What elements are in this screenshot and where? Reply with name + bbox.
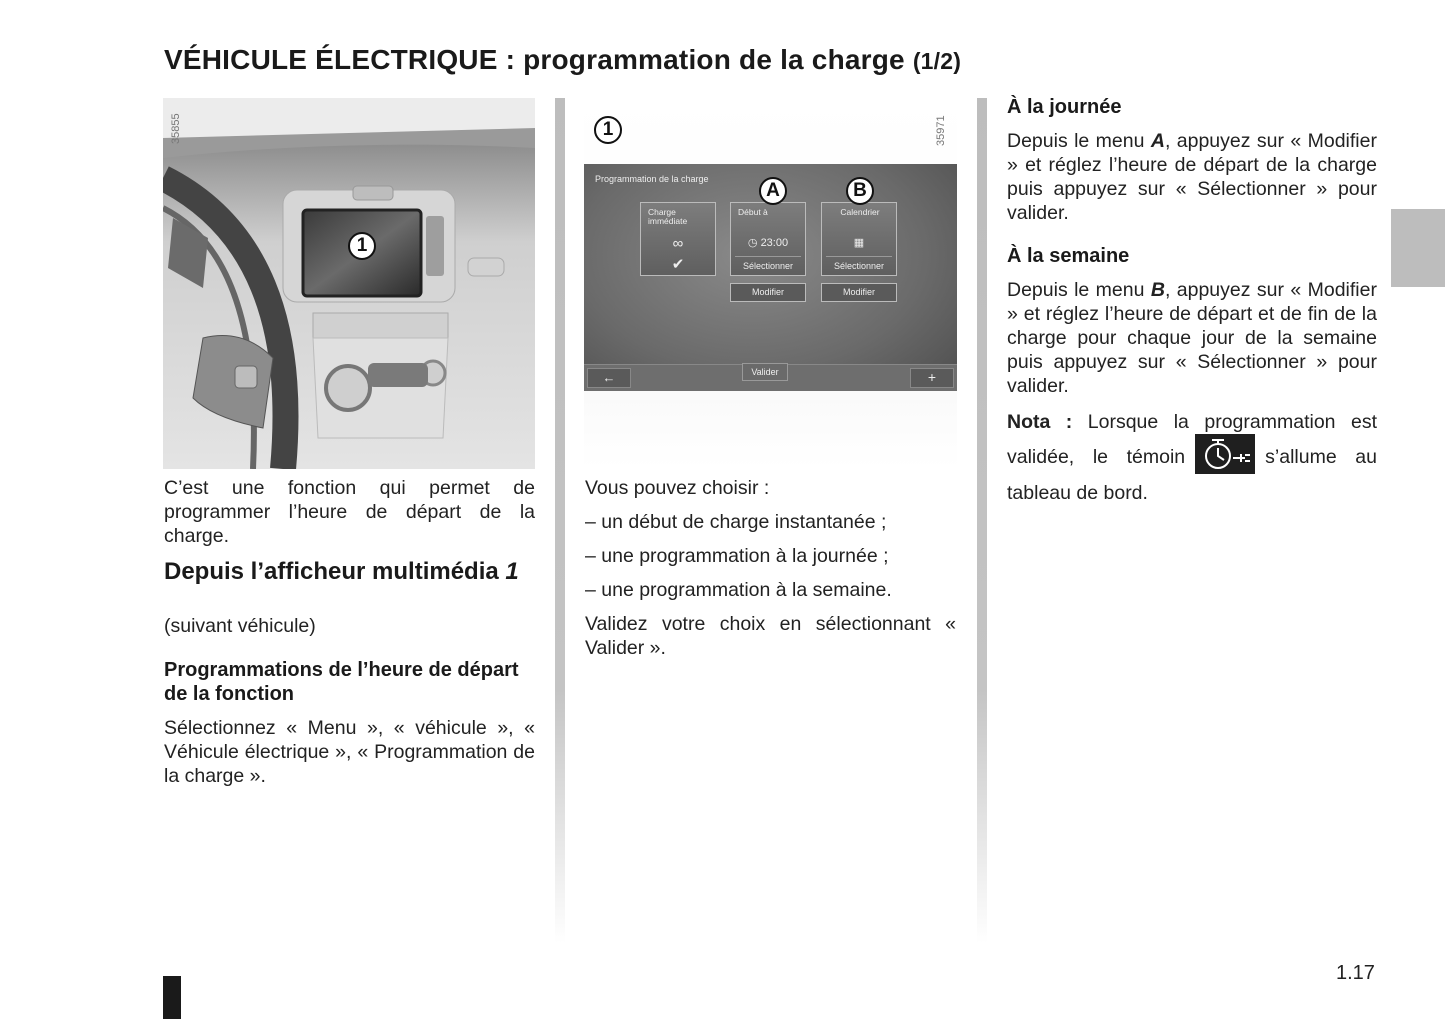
validate-instruction: Validez votre choix en sélectionnant « Valider ».: [585, 613, 956, 659]
infinity-icon: ∞: [672, 235, 684, 252]
callout-1: 1: [348, 232, 376, 260]
callout-a: A: [759, 177, 787, 205]
figure2-code: 35971: [935, 115, 947, 146]
weekly-post: , appuyez sur « Modifier » et réglez l’heure de départ et de fin de la charge pour chaque jour de la semaine puis appuyez sur « Sélectionner » pour valider.: [1007, 279, 1377, 397]
section-heading-text: Depuis l’afficheur multimédia: [164, 558, 499, 585]
daily-post: , appuyez sur « Modifier » et réglez l’heure de départ de la charge puis appuyez sur « Sélectionner » pour valider.: [1007, 130, 1377, 224]
plus-icon[interactable]: +: [910, 368, 954, 388]
tile-calendar[interactable]: [821, 202, 897, 276]
choice-item-3: – une programmation à la semaine.: [585, 579, 892, 601]
dashboard-drawing: [163, 98, 535, 469]
charge-screen-illustration: [584, 98, 957, 469]
section-heading-note: (suivant véhicule): [164, 615, 316, 637]
page-number: 1.17: [1336, 962, 1375, 984]
subheading: Programmations de l’heure de départ de la fonction: [164, 659, 519, 705]
tile-start-select: Sélectionner: [742, 261, 794, 271]
note-paragraph: [1007, 407, 1377, 509]
tile-calendar-label: Calendrier: [840, 207, 880, 217]
intro-paragraph: C’est une fonction qui permet de programmer l’heure de départ de la charge.: [164, 477, 535, 547]
validate-button[interactable]: Valider: [742, 363, 788, 381]
choice-item-1: – un début de charge instantanée ;: [585, 511, 887, 533]
clock-icon: ◷: [747, 237, 758, 249]
checkmark-icon: ✔: [671, 256, 685, 273]
calendar-icon: ▦: [853, 237, 865, 249]
daily-pre: Depuis le menu: [1007, 130, 1151, 152]
section-heading-ref: 1: [505, 558, 519, 585]
menu-instructions: Sélectionnez « Menu », « véhicule », « Véhicule électrique », « Programmation de la charge ».: [164, 717, 535, 787]
figure1-code: 35855: [170, 113, 182, 144]
charge-schedule-indicator-icon: [1195, 434, 1255, 474]
tile-separator: [826, 256, 892, 257]
modify-start-button[interactable]: Modifier: [730, 283, 806, 302]
column-divider-2: [977, 98, 987, 943]
title-page-suffix: (1/2): [912, 48, 962, 74]
screen-bottom-bar: [584, 364, 957, 391]
weekly-pre: Depuis le menu: [1007, 279, 1151, 301]
column-divider-1: [555, 98, 565, 943]
section-heading: [164, 558, 535, 586]
heading-daily: À la journée: [1007, 96, 1122, 118]
tile-separator: [735, 256, 801, 257]
clock-time: [731, 236, 805, 249]
dashboard-illustration: [163, 98, 535, 469]
back-arrow-icon[interactable]: ←: [587, 368, 631, 388]
callout-b: B: [846, 177, 874, 205]
choices-intro: Vous pouvez choisir :: [585, 477, 770, 499]
tile-immediate-label: Charge immédiate: [648, 207, 688, 226]
tile-calendar-select: Sélectionner: [833, 261, 885, 271]
note-post: s’allume au tableau de bord.: [1007, 446, 1377, 504]
start-time-value: 23:00: [760, 237, 789, 249]
tile-immediate-charge[interactable]: [640, 202, 716, 276]
note-pre: Lorsque la programmation est validée, le témoin: [1007, 411, 1377, 469]
daily-instructions: [1007, 129, 1377, 225]
title-text: VÉHICULE ÉLECTRIQUE : programmation de la charge: [164, 44, 905, 75]
tile-start-label: Début à: [738, 207, 768, 217]
tile-start-time[interactable]: [730, 202, 806, 276]
page-title: [164, 44, 961, 76]
callout-1: 1: [594, 116, 622, 144]
section-tab: [1391, 209, 1445, 287]
choice-item-2: – une programmation à la journée ;: [585, 545, 889, 567]
weekly-instructions: [1007, 278, 1377, 398]
note-label: Nota :: [1007, 411, 1073, 433]
heading-weekly: À la semaine: [1007, 245, 1130, 267]
daily-menu-ref: A: [1150, 130, 1165, 152]
screen-title: Programmation de la charge: [595, 174, 709, 184]
weekly-menu-ref: B: [1150, 279, 1165, 301]
modify-calendar-button[interactable]: Modifier: [821, 283, 897, 302]
bottom-marker: [163, 976, 181, 1019]
